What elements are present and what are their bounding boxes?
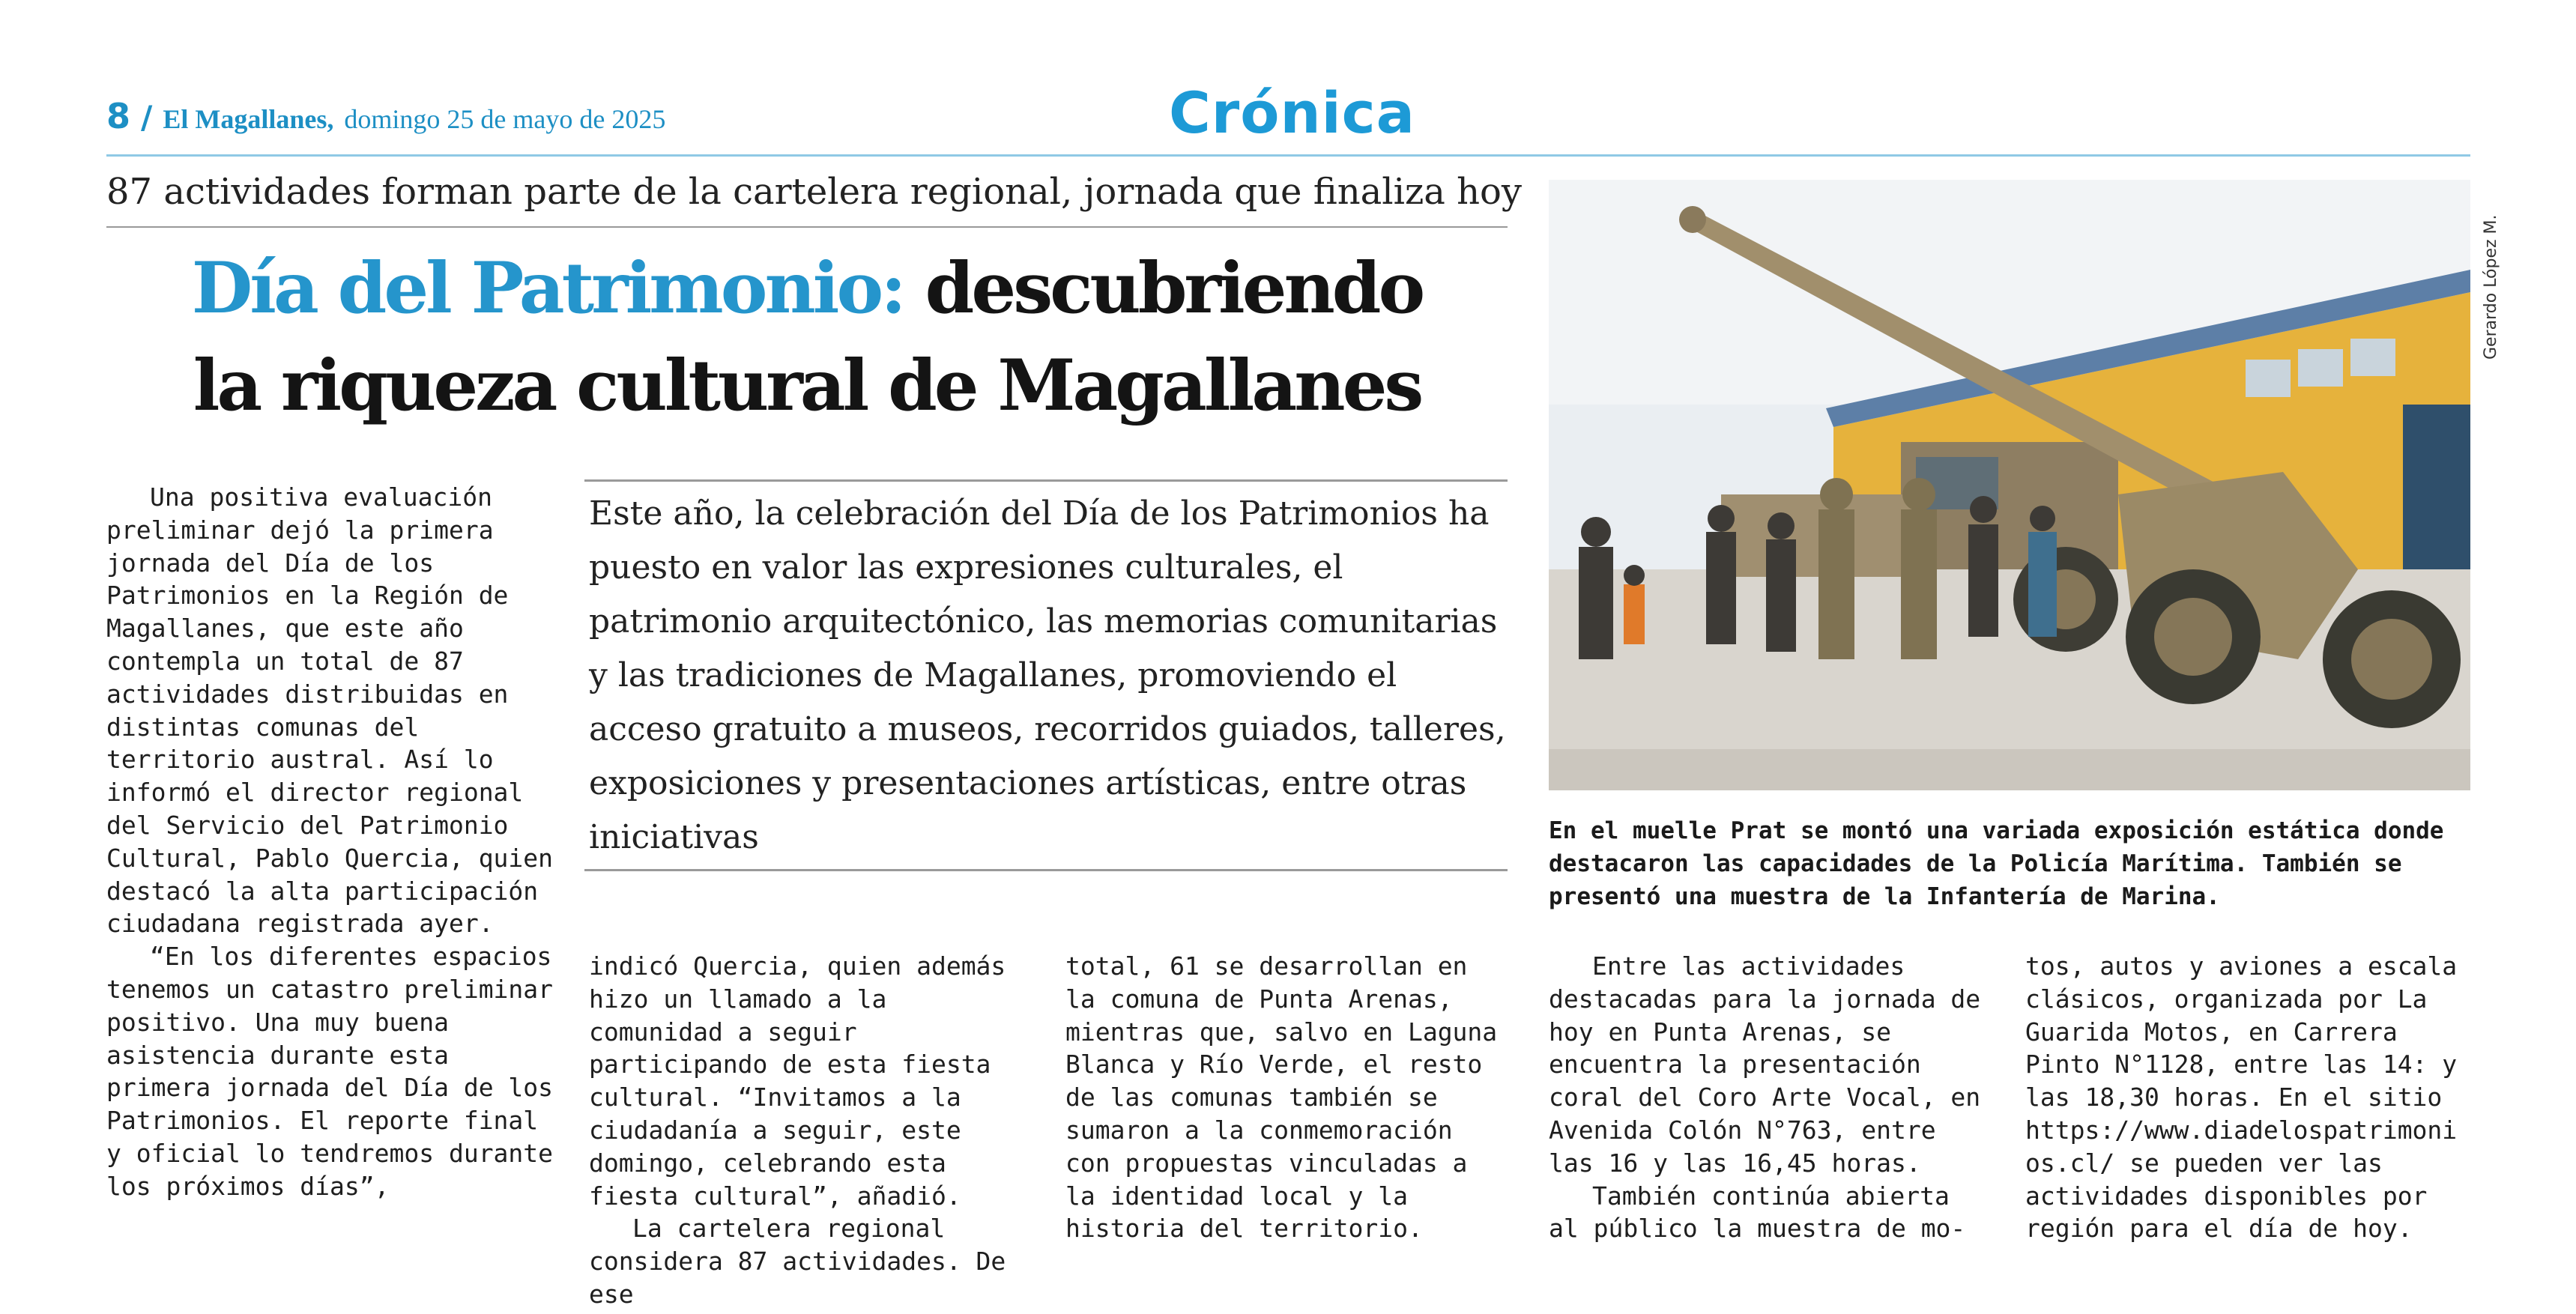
- headline-part-2: la riqueza cultural de Magallanes: [193, 345, 1421, 427]
- paragraph: “En los diferentes espacios tenemos un catastro preliminar positivo. Una muy buena asistencia durante esta primera jornada del Día de los Patrimonios. El reporte final y oficial lo tendremos durante los próximos días”,: [106, 942, 554, 1201]
- article-column-5: [2025, 950, 2470, 1245]
- paragraph: indicó Quercia, quien además hizo un llamado a la comunidad a seguir participando de esta fiesta cultural. “Invitamos a la ciudadanía a seguir, este domingo, celebrando esta fiesta cultural”, añadió.: [589, 951, 1006, 1211]
- kicker-divider: [106, 226, 1508, 228]
- article-headline: [106, 240, 1508, 435]
- article-kicker: 87 actividades forman parte de la cartelera regional, jornada que finaliza hoy: [106, 171, 1523, 213]
- pull-quote-top-rule: [584, 479, 1508, 482]
- headline-highlight: Día del Patrimonio:: [191, 247, 904, 330]
- article-column-3: [1065, 950, 1509, 1245]
- artillery-exhibit-image: [1549, 180, 2470, 790]
- paragraph: Entre las actividades destacadas para la jornada de hoy en Punta Arenas, se encuentra la presentación coral del Coro Arte Vocal, en Avenida Colón N°763, entre las 16 y las 16,45 horas.: [1549, 951, 1981, 1178]
- header-divider: [106, 154, 2470, 157]
- paragraph: También continúa abierta al público la muestra de mo-: [1549, 1181, 1966, 1244]
- section-title: Crónica: [1169, 79, 1415, 146]
- page-number: 8: [106, 96, 131, 136]
- edition-date: domingo 25 de mayo de 2025: [344, 104, 666, 134]
- article-column-1: [106, 481, 554, 1203]
- article-column-2: [589, 950, 1032, 1311]
- page-folio: [106, 96, 665, 141]
- pull-quote: Este año, la celebración del Día de los Patrimonios ha puesto en valor las expresiones culturales, el patrimonio arquitectónico, las memorias comunitarias y las tradiciones de Magallanes, promoviendo el acceso gratuito a museos, recorridos guiados, talleres, exposiciones y presentaciones artísticas, entre otras iniciativas: [589, 494, 1506, 856]
- folio-separator: /: [141, 99, 153, 136]
- article-photo: [1549, 180, 2470, 790]
- photo-credit-text: Gerardo López M.: [2482, 214, 2500, 360]
- paragraph: total, 61 se desarrollan en la comuna de Punta Arenas, mientras que, salvo en Laguna Blanca y Río Verde, el resto de las comunas también se sumaron a la conmemoración con propuestas vinculadas a la identidad local y la historia del territorio.: [1065, 951, 1498, 1244]
- headline-part-1: descubriendo: [925, 247, 1423, 330]
- pull-quote-bottom-rule: [584, 869, 1508, 871]
- photo-credit: [2473, 180, 2518, 360]
- photo-caption: En el muelle Prat se montó una variada exposición estática donde destacaron las capacidades de la Policía Marítima. También se presentó una muestra de la Infantería de Marina.: [1549, 817, 2444, 910]
- paragraph: La cartelera regional considera 87 actividades. De ese: [589, 1214, 1006, 1309]
- paragraph: tos, autos y aviones a escala clásicos, organizada por La Guarida Motos, en Carrera Pinto N°1128, entre las 14: y las 18,30 horas. En el sitio https://www.diadelospatrimonios.cl/ se pueden ver las actividades disponibles por región para el día de hoy.: [2025, 951, 2458, 1244]
- article-column-4: [1549, 950, 1992, 1245]
- paragraph: Una positiva evaluación preliminar dejó la primera jornada del Día de los Patrimonios en la Región de Magallanes, que este año contempla un total de 87 actividades distribuidas en distintas comunas del territorio austral. Así lo informó el director regional del Servicio del Patrimonio Cultural, Pablo Quercia, quien destacó la alta participación ciudadana registrada ayer.: [106, 482, 554, 939]
- newspaper-name: El Magallanes,: [163, 104, 334, 134]
